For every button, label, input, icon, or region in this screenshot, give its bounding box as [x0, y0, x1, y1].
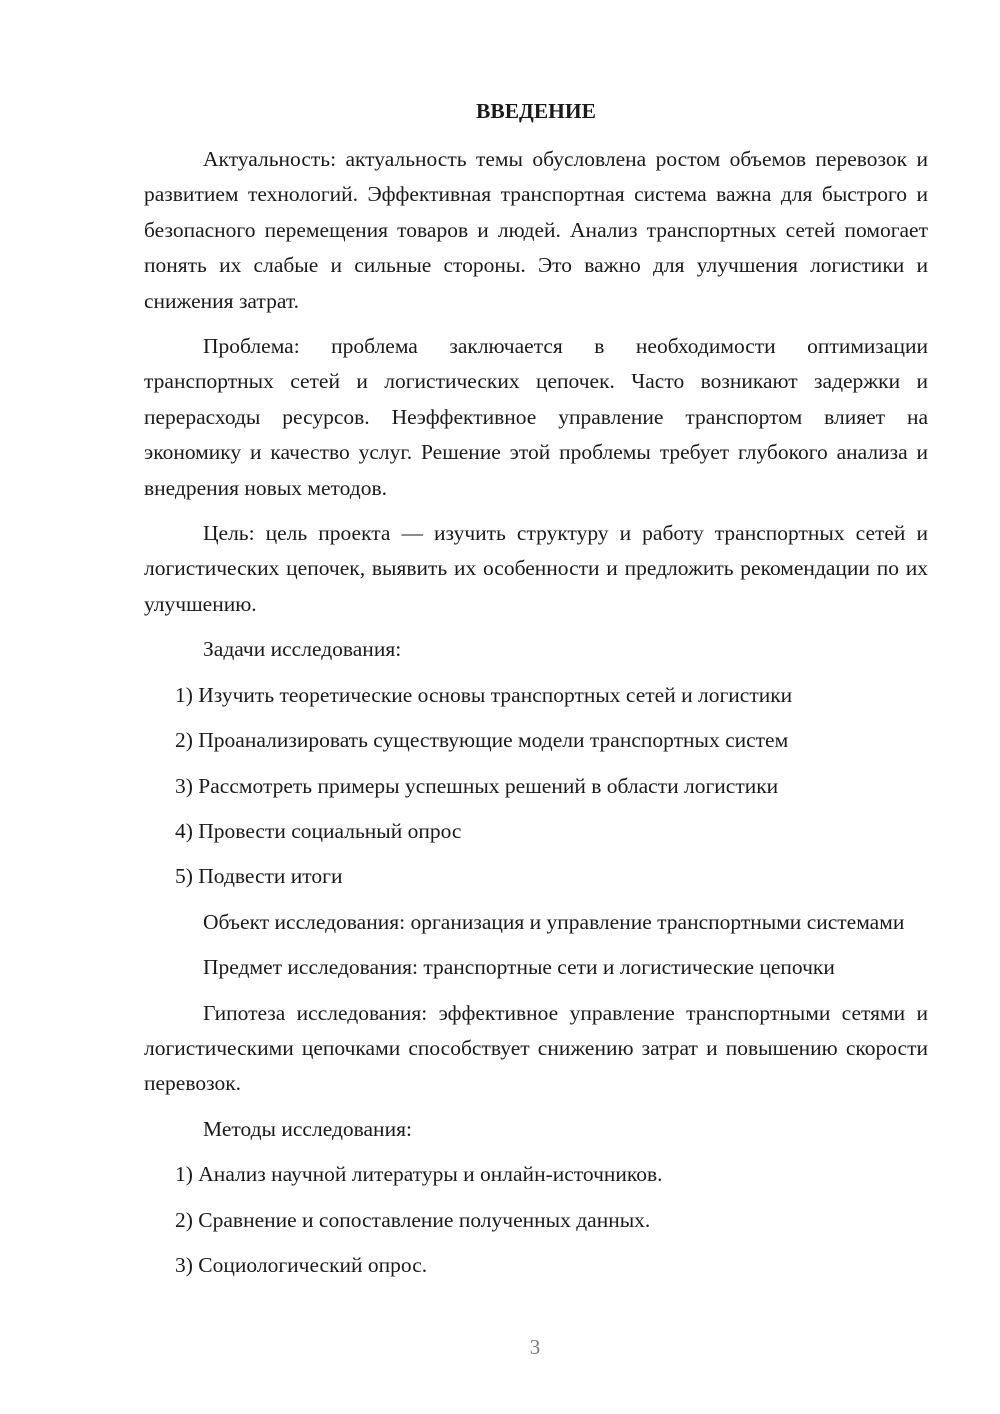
method-item: 1) Анализ научной литературы и онлайн-источников.: [175, 1162, 663, 1187]
method-item: 3) Социологический опрос.: [175, 1252, 428, 1277]
section-title: ВВЕДЕНИЕ: [476, 99, 596, 123]
goal-paragraph: Цель: цель проекта — изучить структуру и работу транспортных сетей и логистических цепочек, выявить их особенности и предложить рекомендации по их улучшению.: [144, 521, 928, 616]
task-item: 3) Рассмотреть примеры успешных решений в области логистики: [175, 773, 779, 798]
task-item: 4) Провести социальный опрос: [175, 818, 462, 843]
page-number: 3: [529, 1335, 541, 1359]
problem-paragraph: Проблема: проблема заключается в необходимости оптимизации транспортных сетей и логистических цепочек. Часто возникают задержки и перерасходы ресурсов. Неэффективное управление транспортом влияет на экономику и качество услуг. Решение этой проблемы требует глубокого анализа и внедрения новых методов.: [144, 334, 928, 500]
method-item: 2) Сравнение и сопоставление полученных данных.: [175, 1207, 651, 1232]
task-item: 2) Проанализировать существующие модели транспортных систем: [175, 728, 789, 753]
object-paragraph: Объект исследования: организация и управление транспортными системами: [203, 909, 905, 934]
hypothesis-paragraph: Гипотеза исследования: эффективное управление транспортными сетями и логистическими цепочками способствует снижению затрат и повышению скорости перевозок.: [144, 1000, 928, 1096]
task-item: 1) Изучить теоретические основы транспортных сетей и логистики: [175, 682, 793, 707]
relevance-paragraph: Актуальность: актуальность темы обусловлена ростом объемов перевозок и развитием технологий. Эффективная транспортная система важна для быстрого и безопасного перемещения товаров и людей. Анализ транспортных сетей помогает понять их слабые и сильные стороны. Это важно для улучшения логистики и снижения затрат.: [144, 147, 928, 313]
tasks-list: [144, 678, 928, 895]
task-item: 5) Подвести итоги: [175, 864, 343, 889]
document-page: [144, 95, 928, 1293]
methods-label: Методы исследования:: [203, 1116, 412, 1141]
methods-list: [144, 1157, 928, 1283]
subject-paragraph: Предмет исследования: транспортные сети и логистические цепочки: [203, 955, 835, 980]
tasks-label: Задачи исследования:: [203, 637, 402, 662]
